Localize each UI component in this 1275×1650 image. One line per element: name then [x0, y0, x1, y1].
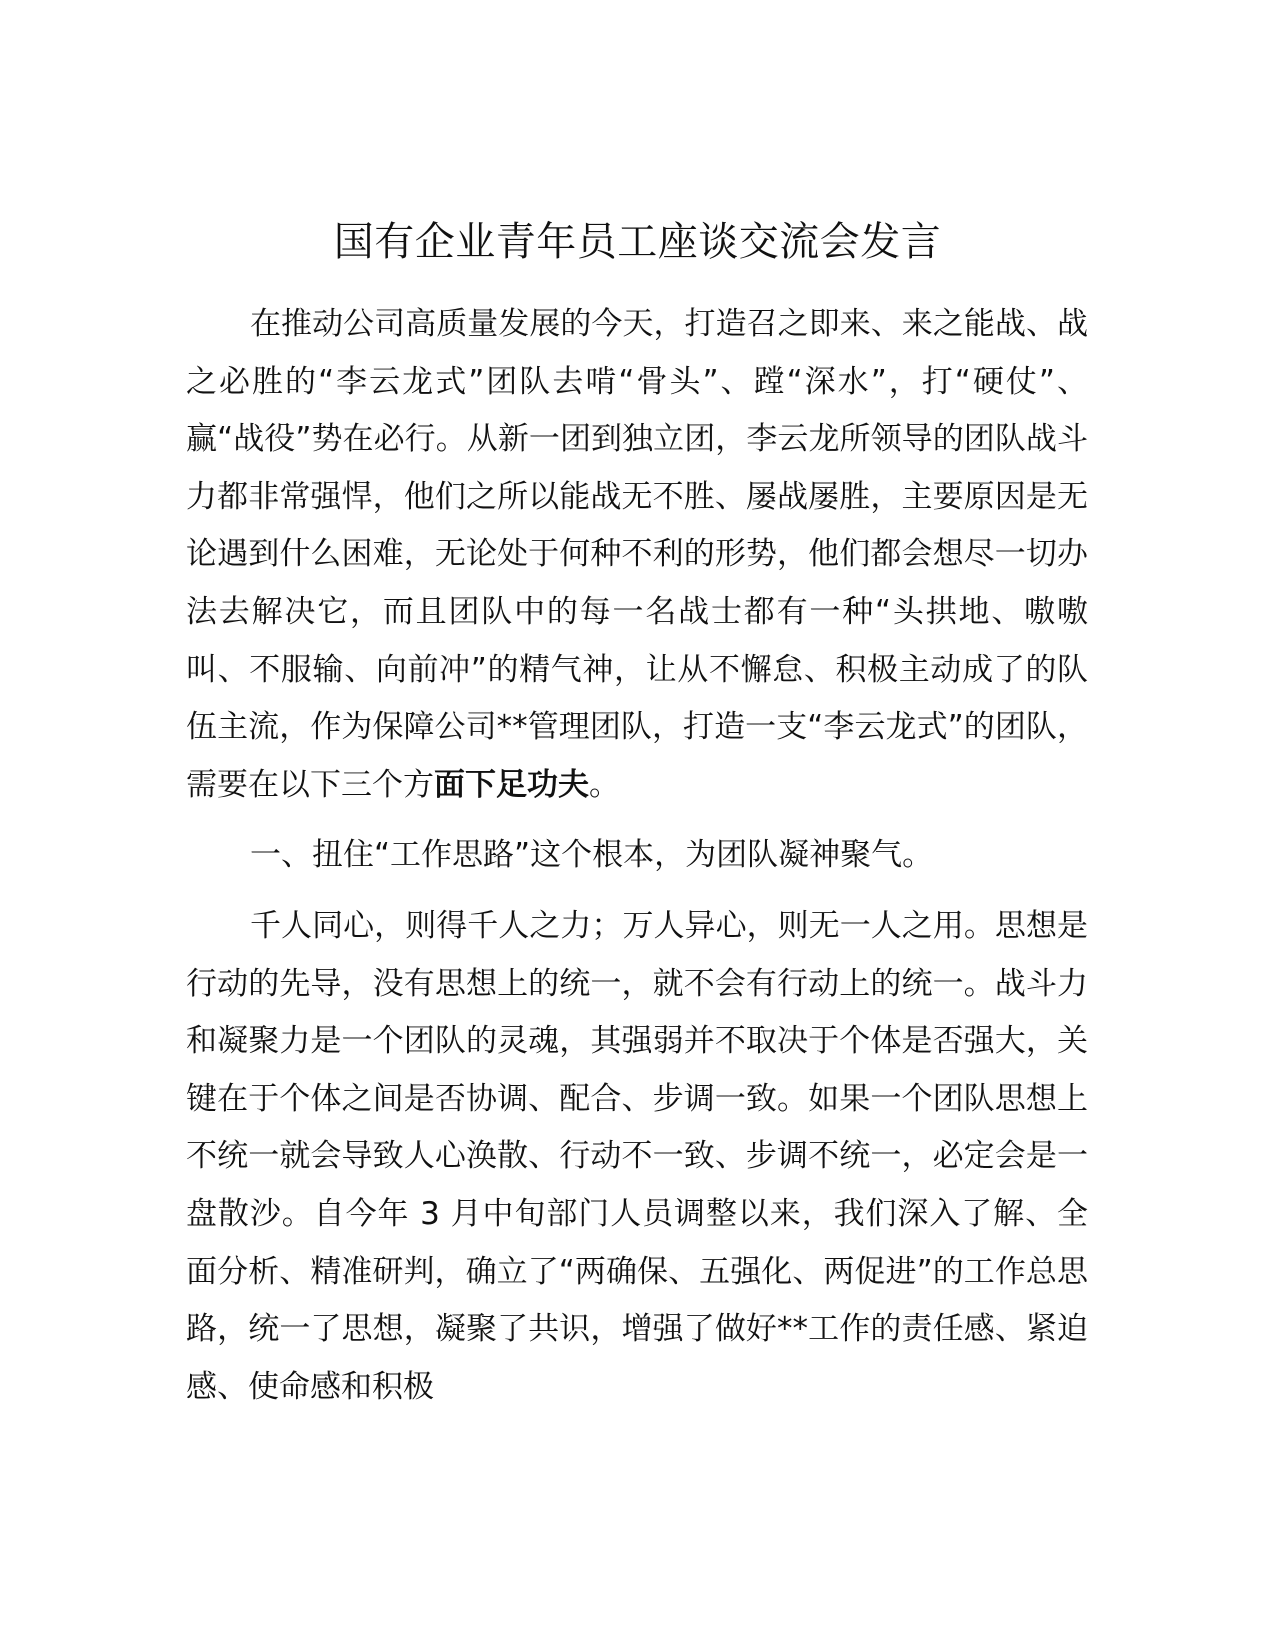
intro-text: 在推动公司高质量发展的今天，打造召之即来、来之能战、战之必胜的“李云龙式”团队去啃“骨头”、蹚“深水”，打“硬仗”、赢“战役”势在必行。从新一团到独立团，李云龙所领导的团队战斗力都非常强悍，他们之所以能战无不胜、屡战屡胜，主要原因是无论遇到什么困难，无论处于何种不利的形势，他们都会想尽一切办法去解决它，而且团队中的每一名战士都有一种“头拱地、嗷嗷叫、不服输、向前冲”的精气神，让从不懈怠、积极主动成了的队伍主流，作为保障公司**管理团队，打造一支“李云龙式”的团队，需要在以下三个方	[186, 306, 1088, 803]
intro-end-punctuation: 。	[589, 766, 620, 803]
document-body	[186, 296, 1088, 1416]
document-title: 国有企业青年员工座谈交流会发言	[333, 219, 942, 265]
section-1-heading: 一、扭住“工作思路”这个根本，为团队凝神聚气。	[250, 837, 934, 874]
section-1-paragraph: 千人同心，则得千人之力；万人异心，则无一人之用。思想是行动的先导，没有思想上的统一，就不会有行动上的统一。战斗力和凝聚力是一个团队的灵魂，其强弱并不取决于个体是否强大，关键在于个体之间是否协调、配合、步调一致。如果一个团队思想上不统一就会导致人心涣散、行动不一致、步调不统一，必定会是一盘散沙。自今年 3 月中旬部门人员调整以来，我们深入了解、全面分析、精准研判，确立了“两确保、五强化、两促进”的工作总思路，统一了思想，凝聚了共识，增强了做好**工作的责任感、紧迫感、使命感和积极	[186, 907, 1088, 1405]
intro-paragraph	[186, 296, 1088, 814]
intro-bold-text: 面下足功夫	[434, 766, 589, 803]
